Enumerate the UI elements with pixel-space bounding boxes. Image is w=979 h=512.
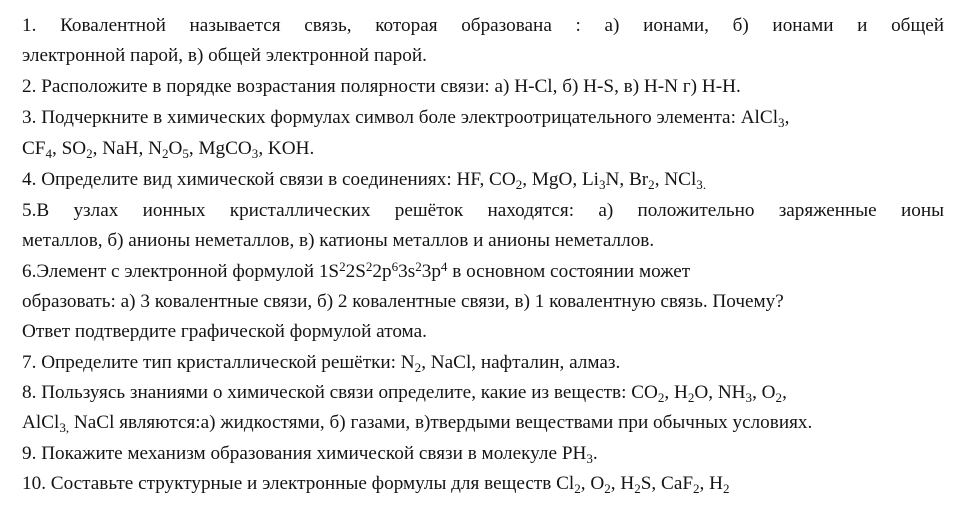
superscript: 2 (415, 259, 422, 275)
text-run: 2S (345, 261, 366, 282)
subscript: 3 (251, 145, 259, 161)
text-run: Покажите механизм образования химической связи в молекуле PH (41, 443, 587, 464)
text-run: , SO (52, 138, 87, 159)
subscript: 4 (45, 145, 53, 161)
subscript: 3 (745, 389, 753, 405)
text-run: AlCl (22, 412, 60, 433)
text-run: , O (580, 473, 605, 494)
question-1-line-2: электронной парой, в) общей электронной парой. (22, 45, 427, 66)
question-text (36, 261, 690, 282)
text-run: CF (22, 138, 46, 159)
text-run: , NaCl, нафталин, алмаз. (421, 352, 621, 373)
question-9 (22, 442, 598, 466)
question-number: 5. (22, 200, 37, 221)
text-run: Определите вид химической связи в соединениях: HF, CO (41, 169, 516, 190)
subscript: 2 (723, 480, 730, 496)
text-run: Элемент с электронной формулой 1S (36, 261, 340, 282)
question-2 (22, 75, 741, 99)
question-3-line-2 (22, 137, 314, 161)
subscript: 5 (182, 145, 189, 161)
subscript: 3 (586, 450, 593, 466)
subscript: 2 (86, 145, 93, 161)
question-number: 2. (22, 76, 37, 97)
superscript: 2 (339, 259, 346, 275)
question-number: 8. (22, 382, 37, 403)
question-8-line-2 (22, 411, 812, 435)
question-text (41, 443, 597, 464)
subscript: 2 (574, 480, 581, 496)
subscript: 2 (161, 145, 169, 161)
question-5-line-1 (22, 199, 944, 223)
question-1-line-1 (22, 14, 944, 38)
subscript: 2 (687, 389, 695, 405)
superscript: 6 (391, 259, 399, 275)
text-run: S, CaF (640, 473, 694, 494)
subscript: 3 (778, 114, 785, 130)
subscript: 2 (775, 389, 783, 405)
question-number: 4. (22, 169, 37, 190)
question-number: 7. (22, 352, 37, 373)
subscript: 2 (657, 389, 665, 405)
subscript: 3, (59, 419, 70, 435)
question-5-line-2: металлов, б) анионы неметаллов, в) катионы металлов и анионы неметаллов. (22, 230, 655, 251)
question-text (41, 352, 620, 373)
question-6-line-3: Ответ подтвердите графической формулой атома. (22, 321, 427, 342)
subscript: 2 (515, 176, 523, 192)
question-number: 6. (22, 261, 37, 282)
question-text: , (784, 107, 790, 128)
text-run: Пользуясь знаниями о химической связи определите, какие из веществ: CO (41, 382, 658, 403)
subscript: 2 (414, 359, 422, 375)
subscript: 2 (693, 480, 700, 496)
text-run: , O (752, 382, 776, 403)
question-text (41, 382, 787, 403)
question-6-line-1 (22, 260, 690, 284)
superscript: 2 (365, 259, 373, 275)
subscript: 2 (604, 480, 611, 496)
text-run: , KOH. (258, 138, 315, 159)
question-6-line-2: образовать: а) 3 ковалентные связи, б) 2 ковалентные связи, в) 1 ковалентную связь. Почему? (22, 291, 784, 312)
question-7 (22, 351, 620, 375)
question-text: Подчеркните в химических формулах символ боле электроотрицательного элемента: AlCl (41, 107, 779, 128)
text-run: в основном состоянии может (447, 261, 691, 282)
subscript: 3. (696, 176, 707, 192)
subscript: 2 (648, 176, 655, 192)
question-text (41, 169, 706, 190)
text-run: 2p (372, 261, 392, 282)
question-number: 10. (22, 473, 46, 494)
question-number: 3. (22, 107, 37, 128)
text-run: O, NH (694, 382, 746, 403)
text-run: , H (610, 473, 635, 494)
question-10 (22, 472, 730, 496)
text-run: O (168, 138, 183, 159)
question-number: 9. (22, 443, 37, 464)
question-4 (22, 168, 706, 192)
text-run: Составьте структурные и электронные формулы для веществ Cl (50, 473, 575, 494)
text-run: , (782, 382, 787, 403)
question-3-line-1 (22, 106, 789, 130)
text-run: , H (664, 382, 688, 403)
subscript: 2 (634, 480, 641, 496)
text-run: , MgCO (188, 138, 252, 159)
text-run: NaCl являются:а) жидкостями, б) газами, в)твердыми веществами при обычных условиях. (69, 412, 813, 433)
text-run: 3s (398, 261, 416, 282)
text-run: , MgO, Li (522, 169, 599, 190)
question-text: В узлах ионных кристаллических решёток находятся: а) положительно заряженные ионы (36, 200, 944, 221)
superscript: 4 (440, 259, 448, 275)
question-text (51, 473, 730, 494)
text-run: , H (699, 473, 723, 494)
text-run: . (592, 443, 598, 464)
text-run: 3p (421, 261, 441, 282)
question-text: Расположите в порядке возрастания полярности связи: а) H-Cl, б) H-S, в) H-N г) H-H. (41, 76, 741, 97)
question-text: Ковалентной называется связь, которая образована : а) ионами, б) ионами и общей (60, 15, 944, 36)
question-8-line-1 (22, 381, 787, 405)
text-run: Определите тип кристаллической решётки: N (41, 352, 415, 373)
text-run: , NCl (654, 169, 697, 190)
subscript: 3 (599, 176, 606, 192)
question-number: 1. (22, 15, 37, 36)
text-run: , NaH, N (92, 138, 162, 159)
text-run: N, Br (605, 169, 649, 190)
